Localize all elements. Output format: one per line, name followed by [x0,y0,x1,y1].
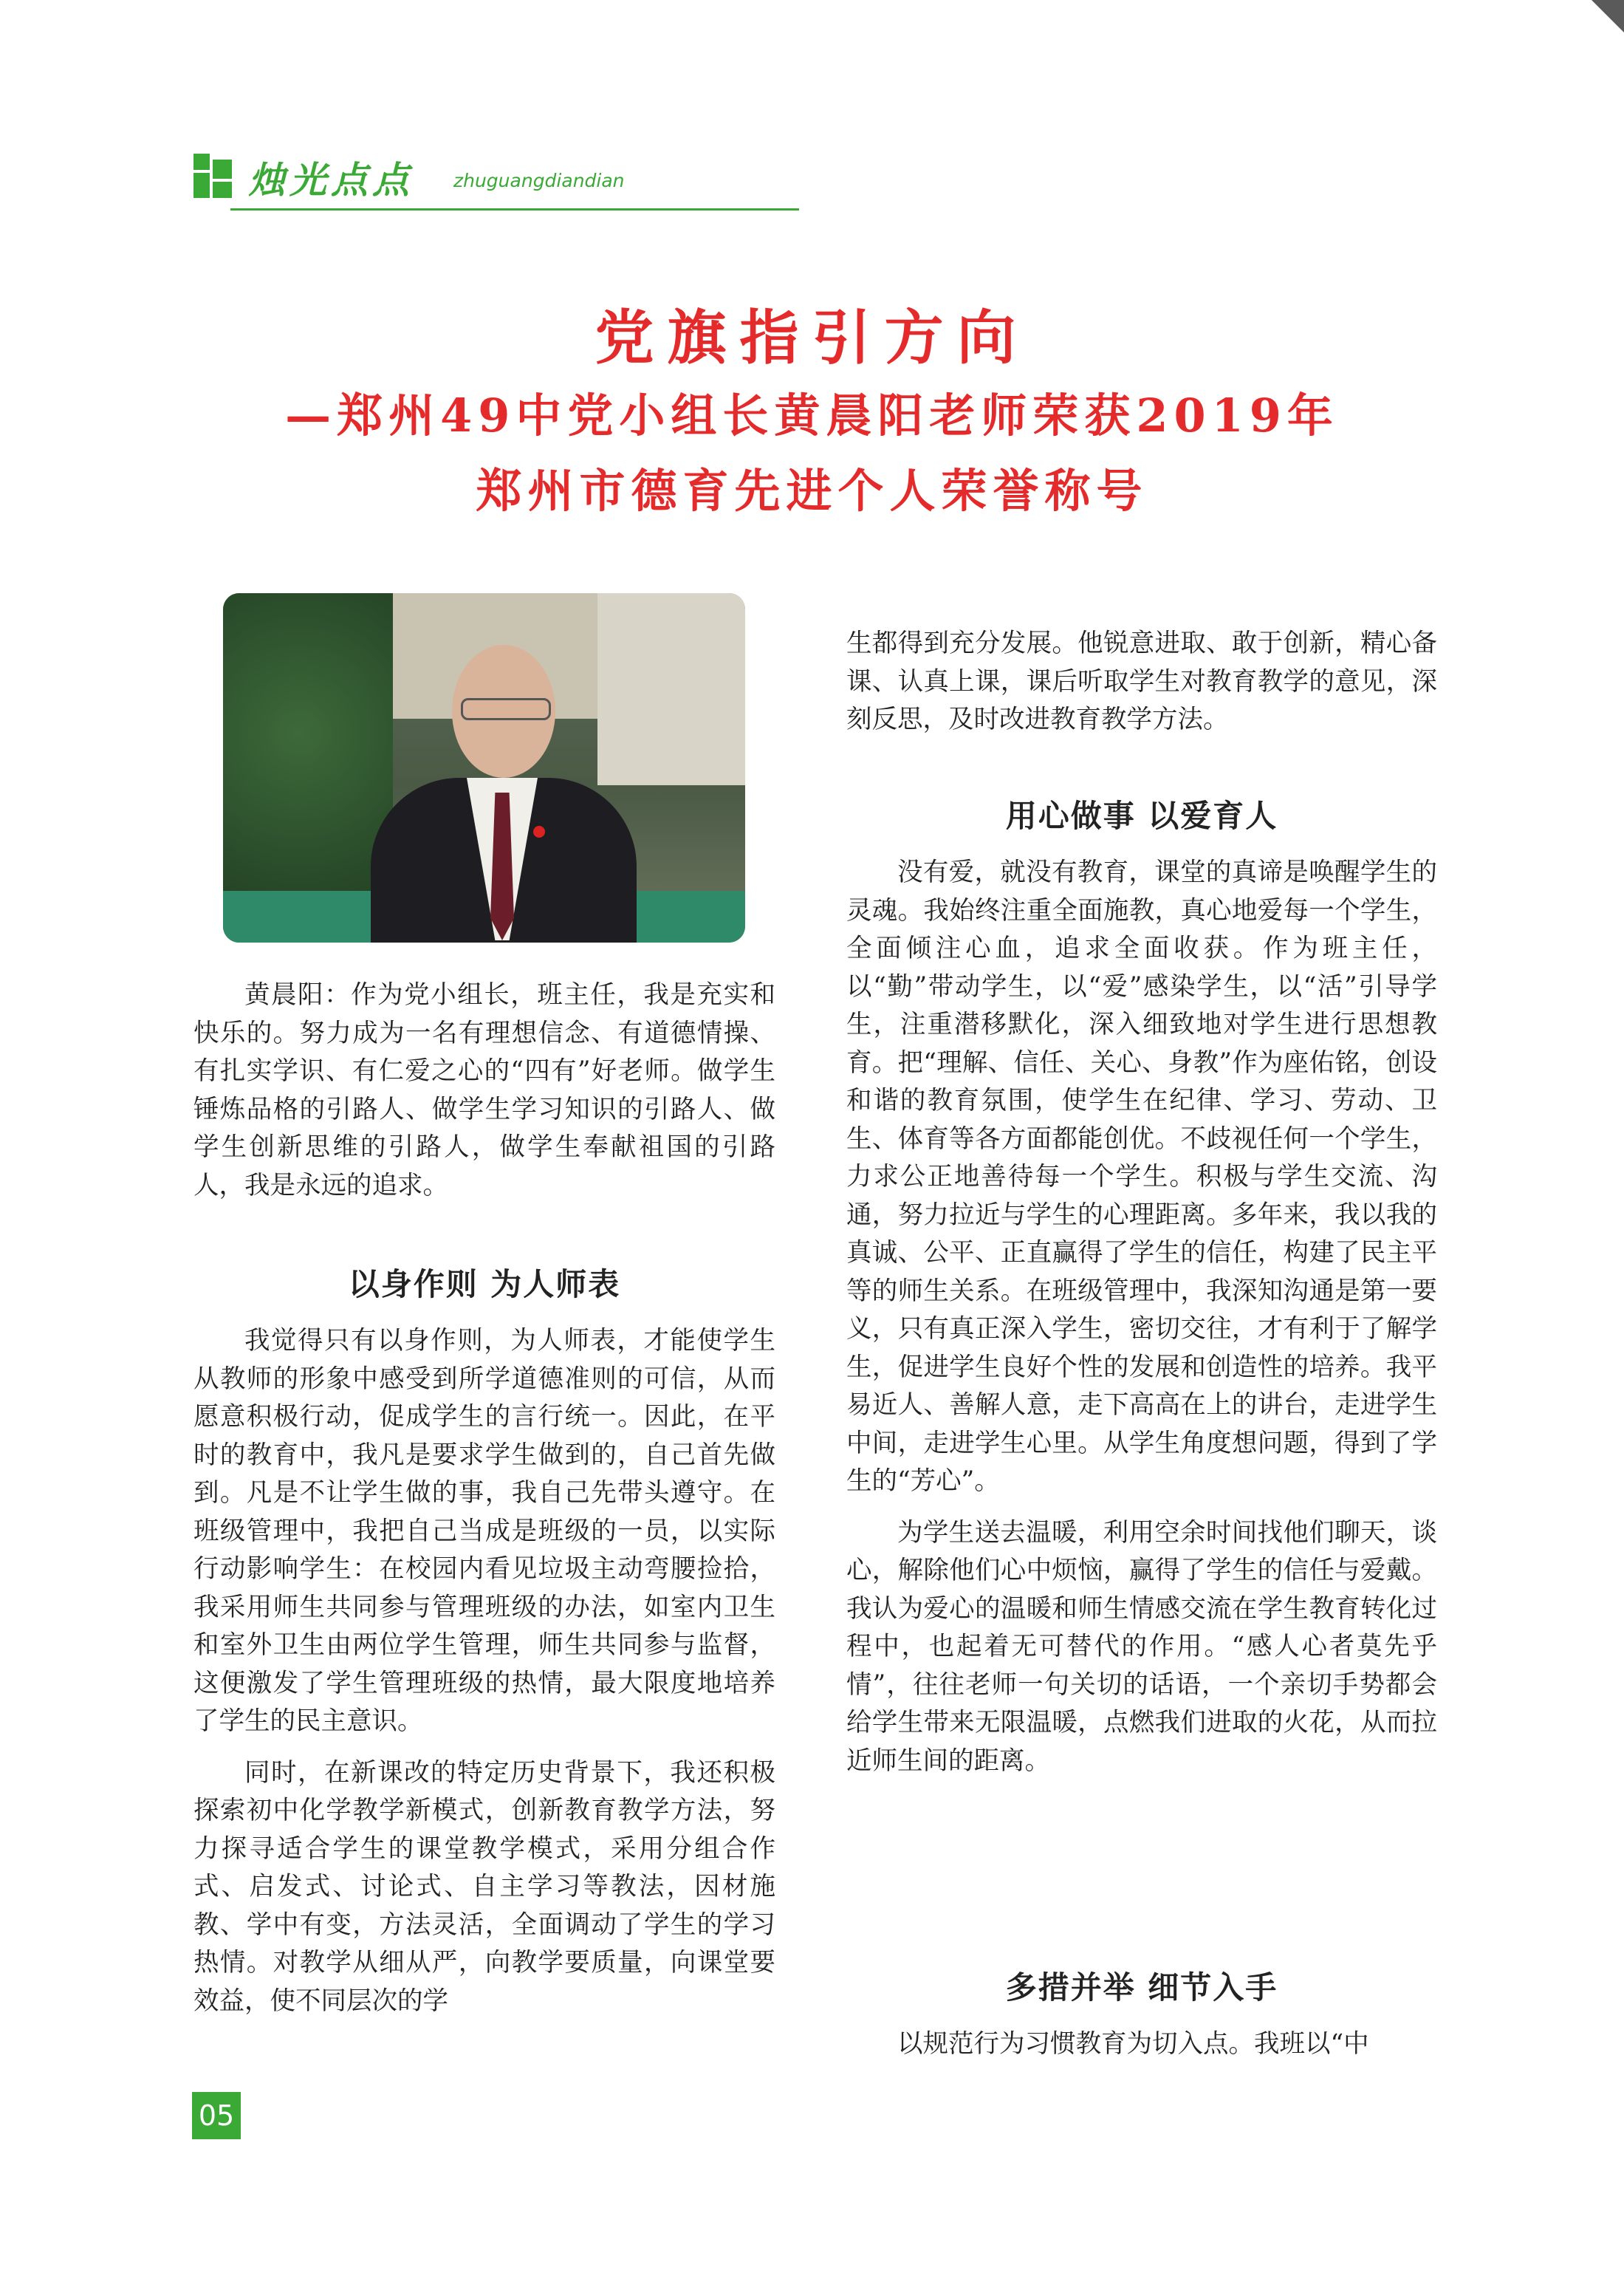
paragraph-warmth: 为学生送去温暖，利用空余时间找他们聊天，谈心，解除他们心中烦恼，赢得了学生的信任与爱戴。我认为爱心的温暖和师生情感交流在学生教育转化过程中，也起着无可替代的作用。“感人心者莫先乎情”，往往老师一句关切的话语，一个亲切手势都会给学生带来无限温暖，点燃我们进取的火花，从而拉近师生间的距离。 [846,1517,1437,1776]
page-corner-fold [1592,0,1624,33]
intro-paragraph-block [193,977,775,1205]
page-number: 05 [192,2092,241,2139]
subhead-multiple-measures: 多措并举 细节入手 [1005,1969,1278,2006]
continuation-paragraph: 生都得到充分发展。他锐意进取、敢于创新，精心备课、认真上课，课后听取学生对教育教学的意见，深刻反思，及时改进教育教学方法。 [846,629,1437,734]
teacher-portrait-photo [223,593,745,943]
green-cross-logo-icon [193,154,232,198]
subhead-lead-by-example: 以身作则 为人师表 [348,1266,621,1302]
paragraph-lead-by-example: 我觉得只有以身作则，为人师表，才能使学生从教师的形象中感受到所学道德准则的可信，从而愿意积极行动，促成学生的言行统一。因此，在平时的教育中，我凡是要求学生做到的，自己首先做到。凡是不让学生做的事，我自己先带头遵守。在班级管理中，我把自己当成是班级的一员，以实际行动影响学生：在校园内看见垃圾主动弯腰捡拾，我采用师生共同参与管理班级的办法，如室内卫生和室外卫生由两位学生管理，师生共同参与监督，这便激发了学生管理班级的热情，最大限度地培养了学生的民主意识。 [193,1326,775,1736]
title-sub-line1: —郑州49中党小组长黄晨阳老师荣获2019年 [285,389,1339,442]
section-pinyin: zhuguangdiandian [453,170,625,191]
right-final-block [846,2025,1437,2064]
right-continuation-block [846,625,1437,739]
article-title [0,297,1624,529]
section-name: 烛光点点 [248,159,414,202]
subhead-heart-and-love: 用心做事 以爱育人 [1005,798,1278,834]
paragraph-curriculum-reform: 同时，在新课改的特定历史背景下，我还积极探索初中化学教学新模式，创新教育教学方法，努力探寻适合学生的课堂教学模式，采用分组合作式、启发式、讨论式、自主学习等教法，因材施教、学中有变，方法灵活，全面调动了学生的学习热情。对教学从细从严，向教学要质量，向课堂要效益，使不同层次的学 [193,1757,775,2016]
paragraph-habits: 以规范行为习惯教育为切入点。我班以“中 [897,2029,1369,2059]
left-body-block [193,1322,775,2020]
title-main: 党旗指引方向 [595,303,1029,372]
right-body-block [846,854,1437,1780]
title-sub-line2: 郑州市德育先进个人荣誉称号 [476,464,1148,518]
intro-paragraph: 黄晨阳：作为党小组长，班主任，我是充实和快乐的。努力成为一名有理想信念、有道德情操、有扎实学识、有仁爱之心的“四有”好老师。做学生锤炼品格的引路人、做学生学习知识的引路人、做学生创新思维的引路人，做学生奉献祖国的引路人，我是永远的追求。 [193,980,775,1200]
header-divider [230,208,799,211]
paragraph-love-education: 没有爱，就没有教育，课堂的真谛是唤醒学生的灵魂。我始终注重全面施教，真心地爱每一个学生，全面倾注心血，追求全面收获。作为班主任，以“勤”带动学生，以“爱”感染学生，以“活”引导学生，注重潜移默化，深入细致地对学生进行思想教育。把“理解、信任、关心、身教”作为座佑铭，创设和谐的教育氛围，使学生在纪律、学习、劳动、卫生、体育等各方面都能创优。不歧视任何一个学生，力求公正地善待每一个学生。积极与学生交流、沟通，努力拉近与学生的心理距离。多年来，我以我的真诚、公平、正直赢得了学生的信任，构建了民主平等的师生关系。在班级管理中，我深知沟通是第一要义，只有真正深入学生，密切交往，才有利于了解学生，促进学生良好个性的发展和创造性的培养。我平易近人、善解人意，走下高高在上的讲台，走进学生中间，走进学生心里。从学生角度想问题，得到了学生的“芳心”。 [846,858,1437,1496]
section-header [193,154,799,213]
